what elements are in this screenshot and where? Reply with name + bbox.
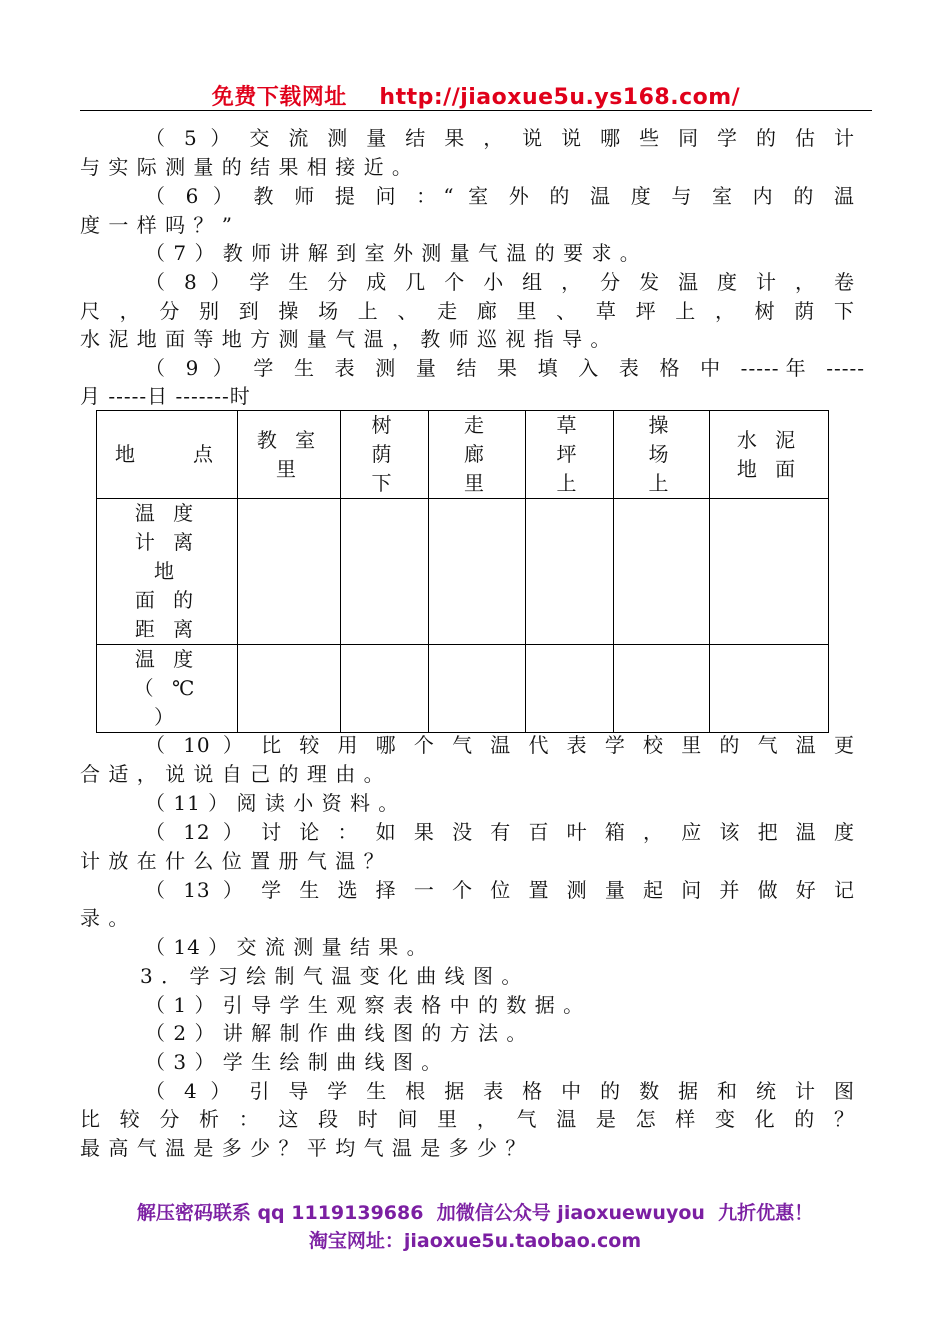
text-line: （ 1 ） 引 导 学 生 观 察 表 格 中 的 数 据 。 — [145, 993, 585, 1017]
table-header-cell: 操 场 上 — [614, 411, 710, 499]
text-line: 尺 ， 分 别 到 操 场 上 、 走 廊 里 、 草 坪 上 ， 树 荫 下 — [80, 299, 855, 323]
table-header-cell: 树 荫 下 — [341, 411, 429, 499]
table-cell[interactable] — [614, 499, 710, 645]
text-line: 计 放 在 什 么 位 置 册 气 温 ？ — [80, 849, 385, 873]
text-line: 月 -----日 -------时 — [80, 384, 251, 408]
text-line: （ 4 ） 引 导 学 生 根 据 表 格 中 的 数 据 和 统 计 图 — [145, 1079, 855, 1103]
text-line: 合 适 ， 说 说 自 己 的 理 由 。 — [80, 762, 385, 786]
text-line: （ 10 ） 比 较 用 哪 个 气 温 代 表 学 校 里 的 气 温 更 — [145, 733, 855, 757]
table-cell[interactable] — [614, 645, 710, 733]
text-line: （ 11 ） 阅 读 小 资 料 。 — [145, 791, 400, 815]
text-line: （ 12 ） 讨 论 ： 如 果 没 有 百 叶 箱 ， 应 该 把 温 度 — [145, 820, 855, 844]
text-line: （ 9 ） 学 生 表 测 量 结 果 填 入 表 格 中 -----年 ----- — [145, 356, 865, 380]
table-cell[interactable] — [429, 645, 526, 733]
footer-contact[interactable]: 解压密码联系 qq 1119139686 加微信公众号 jiaoxuewuyou 九折优惠！ — [136, 1202, 814, 1224]
row-label-cell: 温 度 （ ℃ ） — [97, 645, 238, 733]
table-cell[interactable] — [341, 645, 429, 733]
text-line: 水 泥 地 面 等 地 方 测 量 气 温 ， 教 师 巡 视 指 导 。 — [80, 327, 612, 351]
table-header-cell: 走 廊 里 — [429, 411, 526, 499]
header-download-url[interactable]: 免费下载网址 http://jiaoxue5u.ys168.com/ — [211, 85, 741, 110]
table-header-row — [97, 411, 829, 499]
text-line: （ 2 ） 讲 解 制 作 曲 线 图 的 方 法 。 — [145, 1021, 528, 1045]
table-cell[interactable] — [710, 645, 829, 733]
table-cell[interactable] — [341, 499, 429, 645]
text-line: 与 实 际 测 量 的 结 果 相 接 近 。 — [80, 155, 413, 179]
footer-taobao-link[interactable]: 淘宝网址：jiaoxue5u.taobao.com — [308, 1230, 642, 1252]
table-row — [97, 499, 829, 645]
text-line: （ 3 ） 学 生 绘 制 曲 线 图 。 — [145, 1050, 443, 1074]
text-line: （ 8 ） 学 生 分 成 几 个 小 组 ， 分 发 温 度 计 ， 卷 — [145, 270, 855, 294]
text-line: （ 6 ） 教 师 提 问 ：“ 室 外 的 温 度 与 室 内 的 温 — [145, 184, 855, 208]
text-line: （ 13 ） 学 生 选 择 一 个 位 置 测 量 起 问 并 做 好 记 — [145, 878, 855, 902]
section-heading: 3 ． 学 习 绘 制 气 温 变 化 曲 线 图 。 — [140, 964, 523, 988]
row-label-cell: 温 度 计 离 地 面 的 距 离 — [97, 499, 238, 645]
table-cell[interactable] — [526, 499, 614, 645]
temperature-table — [96, 410, 829, 733]
text-line: 最 高 气 温 是 多 少 ？ 平 均 气 温 是 多 少 ？ — [80, 1136, 527, 1160]
table-cell[interactable] — [526, 645, 614, 733]
table-cell[interactable] — [238, 499, 341, 645]
text-line: （ 5 ） 交 流 测 量 结 果 ， 说 说 哪 些 同 学 的 估 计 — [145, 126, 855, 150]
text-line: （ 14 ） 交 流 测 量 结 果 。 — [145, 935, 428, 959]
table-header-cell: 水 泥 地 面 — [710, 411, 829, 499]
table-row — [97, 645, 829, 733]
page-header — [80, 80, 872, 111]
table-cell[interactable] — [710, 499, 829, 645]
text-line: 录 。 — [80, 906, 130, 930]
text-line: 比 较 分 析 ： 这 段 时 间 里 ， 气 温 是 怎 样 变 化 的 ？ — [80, 1107, 855, 1131]
table-header-cell: 草 坪 上 — [526, 411, 614, 499]
table-header-cell: 地 点 — [97, 411, 238, 499]
table-header-cell: 教 室 里 — [238, 411, 341, 499]
table-cell[interactable] — [429, 499, 526, 645]
text-line: 度 一 样 吗 ？ ” — [80, 213, 234, 237]
text-line: （ 7 ） 教 师 讲 解 到 室 外 测 量 气 温 的 要 求 。 — [145, 241, 641, 265]
table-cell[interactable] — [238, 645, 341, 733]
